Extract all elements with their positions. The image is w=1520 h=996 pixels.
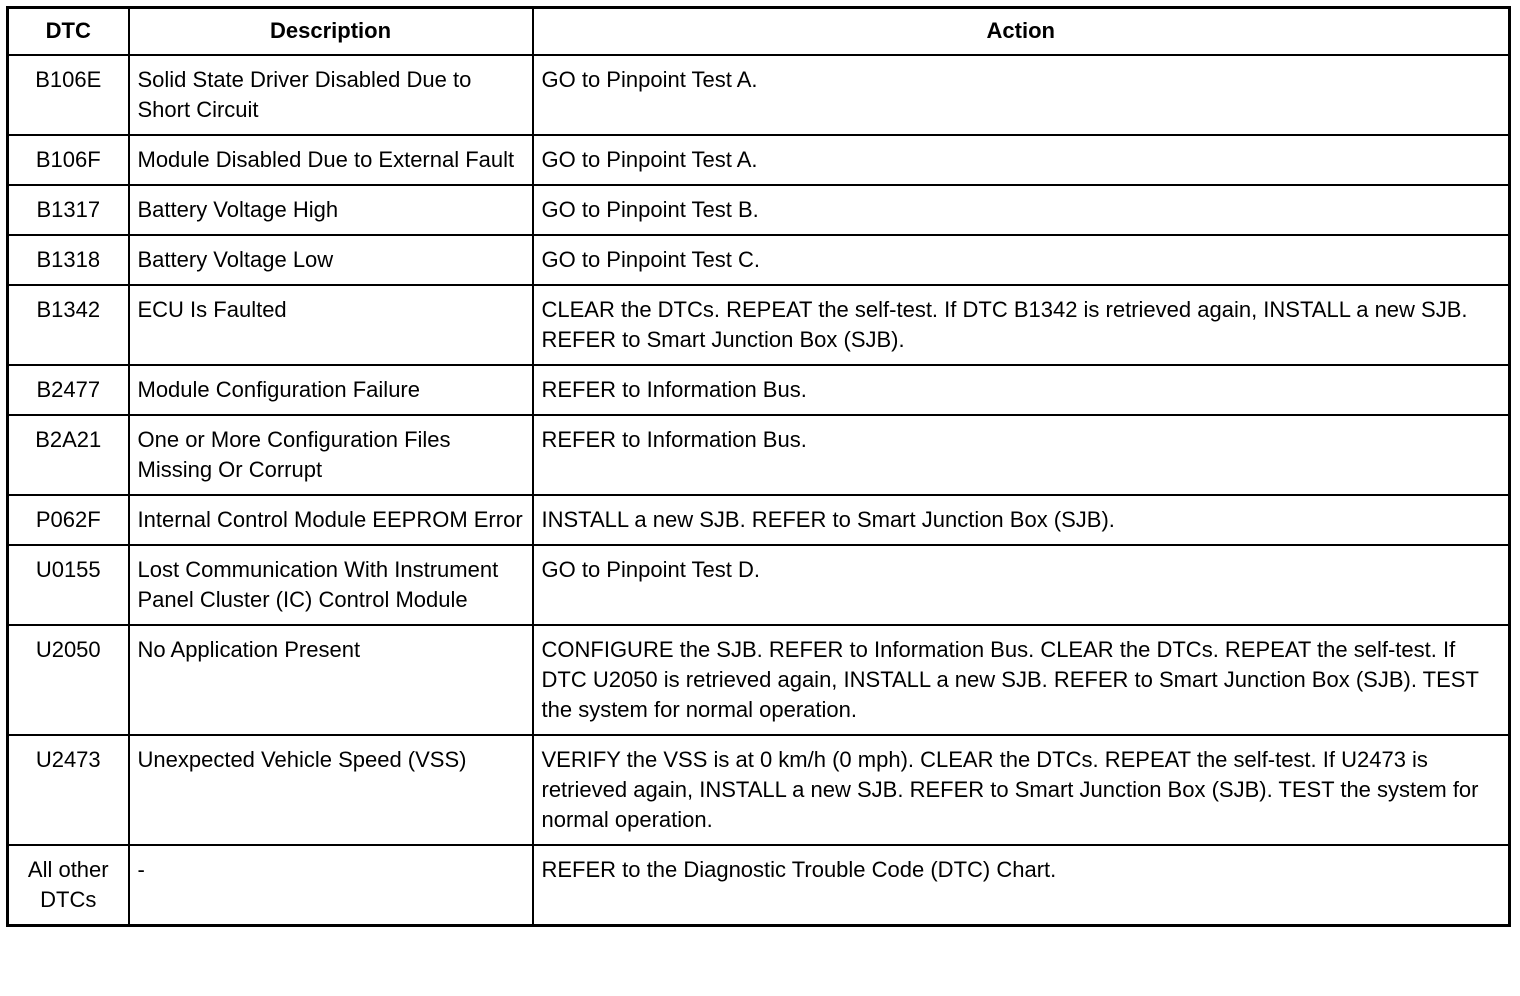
dtc-table [6,6,1511,927]
dtc-code-cell: U2050 [8,625,129,735]
action-cell: REFER to the Diagnostic Trouble Code (DTC) Chart. [533,845,1510,926]
description-cell: ECU Is Faulted [129,285,533,365]
table-row [8,545,1510,625]
dtc-code-cell: B1317 [8,185,129,235]
action-cell: VERIFY the VSS is at 0 km/h (0 mph). CLEAR the DTCs. REPEAT the self-test. If U2473 is retrieved again, INSTALL a new SJB. REFER to Smart Junction Box (SJB). TEST the system for normal operation. [533,735,1510,845]
dtc-code-cell: B2477 [8,365,129,415]
action-cell: CONFIGURE the SJB. REFER to Information Bus. CLEAR the DTCs. REPEAT the self-test. If DTC U2050 is retrieved again, INSTALL a new SJB. REFER to Smart Junction Box (SJB). TEST the system for normal operation. [533,625,1510,735]
dtc-code-cell: P062F [8,495,129,545]
description-cell: Solid State Driver Disabled Due to Short Circuit [129,55,533,135]
description-cell: No Application Present [129,625,533,735]
table-body [8,55,1510,926]
table-row [8,55,1510,135]
table-row [8,365,1510,415]
dtc-code-cell: U0155 [8,545,129,625]
description-cell: - [129,845,533,926]
table-row [8,845,1510,926]
dtc-code-cell: B1342 [8,285,129,365]
action-cell: GO to Pinpoint Test C. [533,235,1510,285]
description-cell: Internal Control Module EEPROM Error [129,495,533,545]
description-cell: Module Disabled Due to External Fault [129,135,533,185]
action-cell: INSTALL a new SJB. REFER to Smart Junction Box (SJB). [533,495,1510,545]
table-row [8,735,1510,845]
action-cell: GO to Pinpoint Test A. [533,135,1510,185]
header-description: Description [129,8,533,55]
header-action: Action [533,8,1510,55]
action-cell: REFER to Information Bus. [533,365,1510,415]
description-cell: One or More Configuration Files Missing Or Corrupt [129,415,533,495]
action-cell: REFER to Information Bus. [533,415,1510,495]
table-row [8,135,1510,185]
dtc-code-cell: B1318 [8,235,129,285]
table-row [8,625,1510,735]
table-row [8,495,1510,545]
description-cell: Module Configuration Failure [129,365,533,415]
description-cell: Battery Voltage High [129,185,533,235]
action-cell: GO to Pinpoint Test D. [533,545,1510,625]
dtc-code-cell: U2473 [8,735,129,845]
description-cell: Lost Communication With Instrument Panel Cluster (IC) Control Module [129,545,533,625]
table-row [8,415,1510,495]
table-row [8,185,1510,235]
header-dtc: DTC [8,8,129,55]
action-cell: CLEAR the DTCs. REPEAT the self-test. If DTC B1342 is retrieved again, INSTALL a new SJB. REFER to Smart Junction Box (SJB). [533,285,1510,365]
action-cell: GO to Pinpoint Test B. [533,185,1510,235]
dtc-code-cell: All other DTCs [8,845,129,926]
description-cell: Battery Voltage Low [129,235,533,285]
dtc-code-cell: B2A21 [8,415,129,495]
table-row [8,235,1510,285]
description-cell: Unexpected Vehicle Speed (VSS) [129,735,533,845]
header-row [8,8,1510,55]
dtc-code-cell: B106E [8,55,129,135]
table-row [8,285,1510,365]
action-cell: GO to Pinpoint Test A. [533,55,1510,135]
dtc-code-cell: B106F [8,135,129,185]
